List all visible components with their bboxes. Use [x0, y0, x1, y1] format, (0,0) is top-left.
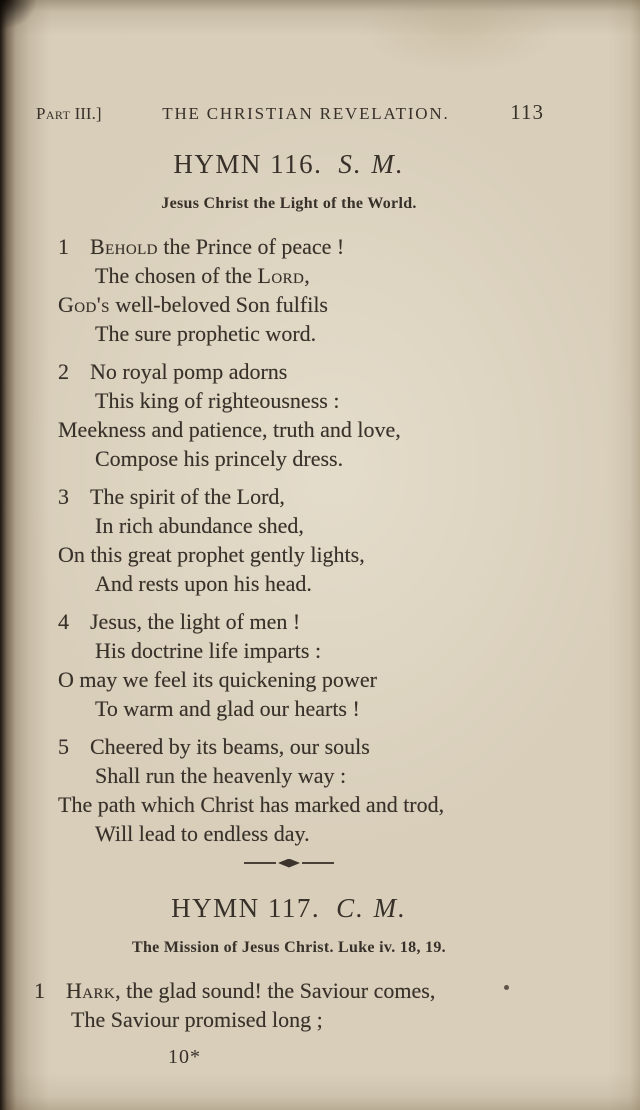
hymn-117-section [0, 893, 640, 1034]
verse-line: The Saviour promised long ; [71, 1007, 323, 1032]
verse-number: 5 [58, 734, 69, 759]
hymn-verse [58, 607, 630, 723]
verse-line: The path which Christ has marked and trod, [58, 792, 445, 817]
verse-number: 1 [34, 978, 45, 1003]
hymn-116-verses [0, 213, 640, 848]
verse-line: In rich abundance shed, [95, 513, 304, 538]
hymn-verse [58, 732, 630, 848]
verse-line: Shall run the heavenly way : [95, 763, 347, 788]
verse-line: Meekness and patience, truth and love, [58, 417, 401, 442]
hymn-117-subtitle: The Mission of Jesus Christ. Luke iv. 18, 19. [132, 939, 446, 956]
verse-line: 2 No royal pomp adorns [58, 359, 288, 384]
hymn-verse [58, 232, 630, 348]
hymn-117-verses [0, 957, 640, 1034]
verse-number: 4 [58, 609, 69, 634]
verse-line: To warm and glad our hearts ! [95, 696, 360, 721]
verse-number: 3 [58, 484, 69, 509]
verse-number: 2 [58, 359, 69, 384]
small-caps-word: Hark [66, 978, 116, 1003]
small-caps-word: God's [58, 292, 110, 317]
hymn-116-subtitle: Jesus Christ the Light of the World. [161, 195, 417, 212]
verse-line: O may we feel its quickening power [58, 667, 377, 692]
divider-line-left [244, 862, 276, 864]
small-caps-word: Behold [90, 234, 158, 259]
hymn-verse [58, 357, 630, 473]
hymn-verse [34, 976, 630, 1034]
hymn-116-heading [0, 149, 640, 180]
small-caps-word: Part [36, 104, 71, 123]
page-header [0, 0, 640, 125]
verse-line: This king of righteousness : [95, 388, 340, 413]
verse-line: 5 Cheered by its beams, our souls [58, 734, 370, 759]
verse-line: 1 Behold the Prince of peace ! [58, 234, 345, 259]
small-caps-word: Lord [257, 263, 305, 288]
verse-line: And rests upon his head. [95, 571, 312, 596]
hymn-117-title: HYMN 117. [171, 893, 321, 923]
page-number: 113 [510, 100, 544, 124]
hymn-117-meter: C. M. [336, 893, 407, 923]
hymn-116-section [0, 149, 640, 848]
hymn-116-meter: S. M. [338, 149, 405, 179]
verse-line: Compose his princely dress. [95, 446, 344, 471]
hymn-117-heading [0, 893, 640, 924]
verse-line: 4 Jesus, the light of men ! [58, 609, 301, 634]
verse-line: The chosen of the Lord, [95, 263, 310, 288]
part-label: Part III.] [36, 104, 102, 123]
verse-line: The sure prophetic word. [95, 321, 317, 346]
ink-speck [504, 985, 509, 990]
verse-line: On this great prophet gently lights, [58, 542, 365, 567]
verse-number: 1 [58, 234, 69, 259]
verse-line: Will lead to endless day. [95, 821, 310, 846]
hymn-116-title: HYMN 116. [173, 149, 323, 179]
section-divider-ornament [0, 857, 640, 869]
verse-line: 3 The spirit of the Lord, [58, 484, 285, 509]
verse-line: His doctrine life imparts : [95, 638, 322, 663]
hymn-verse [58, 482, 630, 598]
running-title: THE CHRISTIAN REVELATION. [162, 104, 450, 123]
divider-diamond-icon [278, 859, 300, 868]
divider-line-right [302, 862, 334, 864]
printer-signature-mark: 10* [168, 1046, 201, 1068]
verse-line: 1 Hark, the glad sound! the Saviour comes, [34, 978, 436, 1003]
verse-line: God's well-beloved Son fulfils [58, 292, 328, 317]
